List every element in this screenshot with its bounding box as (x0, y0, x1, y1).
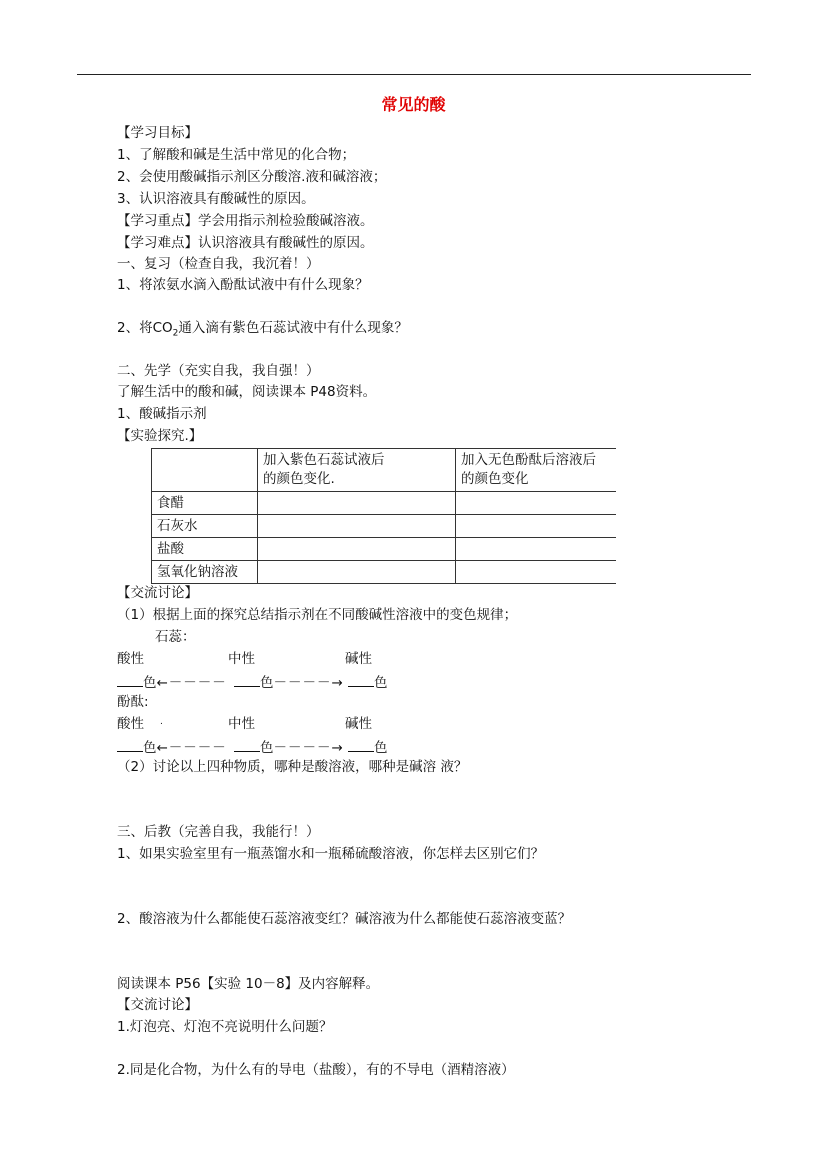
review-question-2 (117, 319, 408, 343)
header-litmus-line1: 加入紫色石蕊试液后 (263, 452, 385, 468)
post-discussion-heading: 【交流讨论】 (117, 997, 198, 1013)
post-discussion-2: 2.同是化合物，为什么有的导电（盐酸），有的不导电（酒精溶液） (117, 1062, 515, 1078)
row-label: 石灰水 (152, 515, 258, 538)
difficulty: 【学习难点】认识溶液具有酸碱性的原因。 (117, 235, 374, 251)
table-header-phenolphthalein (456, 449, 617, 492)
review-q2-part-a: 2、将CO (117, 320, 173, 336)
review-q2-part-b: 通入滴有紫色石蕊试液中有什么现象？ (178, 320, 408, 336)
litmus-color-scale-neutral (234, 672, 344, 692)
litmus-acid-label: 酸性 (117, 651, 144, 667)
table-cell (258, 538, 456, 561)
co2-subscript: 2 (172, 328, 179, 339)
color-label: 色 (143, 675, 157, 691)
row-label: 盐酸 (152, 538, 258, 561)
table-row (152, 515, 617, 538)
post-question-1: 1、如果实验室里有一瓶蒸馏水和一瓶稀硫酸溶液，你怎样去区别它们？ (117, 846, 545, 862)
table-header-empty (152, 449, 258, 492)
header-phenol-line1: 加入无色酚酞后溶液后 (461, 452, 596, 468)
page-title: 常见的酸 (381, 95, 446, 114)
answer-blank[interactable] (234, 737, 260, 752)
color-label: 色 (374, 740, 388, 756)
discussion-heading: 【交流讨论】 (117, 585, 198, 601)
phenol-base-label: 碱性 (345, 716, 372, 732)
table-header-row (152, 449, 617, 492)
objective-3: 3、认识溶液具有酸碱性的原因。 (117, 191, 315, 207)
experiment-heading: 【实验探究.】 (117, 428, 203, 444)
prelearn-heading: 二、先学（充实自我，我自强！） (117, 363, 320, 379)
table-cell (258, 561, 456, 584)
row-label: 食醋 (152, 492, 258, 515)
table-cell (456, 492, 617, 515)
answer-blank[interactable] (117, 672, 143, 687)
post-question-2: 2、酸溶液为什么都能使石蕊溶液变红？碱溶液为什么都能使石蕊溶液变蓝？ (117, 911, 572, 927)
answer-blank[interactable] (348, 737, 374, 752)
table-cell (456, 515, 617, 538)
review-question-1: 1、将浓氨水滴入酚酞试液中有什么现象？ (117, 277, 369, 293)
color-label: 色 (260, 675, 274, 691)
color-label: 色 (260, 740, 274, 756)
table-cell (456, 538, 617, 561)
objectives-heading: 【学习目标】 (117, 125, 198, 141)
prelearn-sub1: 1、酸碱指示剂 (117, 406, 207, 422)
left-arrow: ←－－－－ (156, 740, 227, 756)
table-row (152, 492, 617, 515)
header-litmus-line2: 的颜色变化. (263, 471, 335, 487)
answer-blank[interactable] (234, 672, 260, 687)
table-row (152, 538, 617, 561)
row-label: 氢氧化钠溶液 (152, 561, 258, 584)
post-discussion-1: 1.灯泡亮、灯泡不亮说明什么问题？ (117, 1019, 333, 1035)
post-heading: 三、后教（完善自我，我能行！） (117, 824, 320, 840)
phenolphthalein-label: 酚酞: (117, 694, 149, 710)
color-label: 色 (374, 675, 388, 691)
read-instruction: 阅读课本 P56【实验 10－8】及内容解释。 (117, 976, 380, 992)
phenol-neutral-label: 中性 (228, 716, 255, 732)
phenol-color-scale-neutral (234, 737, 344, 757)
answer-blank[interactable] (117, 737, 143, 752)
prelearn-intro: 了解生活中的酸和碱，阅读课本 P48资料。 (117, 384, 377, 400)
litmus-color-scale (117, 672, 227, 692)
table-cell (456, 561, 617, 584)
experiment-table (151, 448, 616, 584)
objective-1: 1、了解酸和碱是生活中常见的化合物； (117, 147, 356, 163)
phenol-acid-label: 酸性 (117, 716, 144, 732)
color-label: 色 (143, 740, 157, 756)
litmus-base-label: 碱性 (345, 651, 372, 667)
header-rule (77, 74, 751, 75)
phenol-color-scale-base (348, 737, 388, 757)
left-arrow: ←－－－－ (156, 675, 227, 691)
litmus-neutral-label: 中性 (228, 651, 255, 667)
discussion-question-1: （1）根据上面的探究总结指示剂在不同酸碱性溶液中的变色规律； (117, 607, 518, 623)
header-phenol-line2: 的颜色变化 (461, 471, 529, 487)
right-arrow: －－－－→ (273, 740, 344, 756)
phenol-color-scale (117, 737, 227, 757)
table-header-litmus (258, 449, 456, 492)
table-cell (258, 492, 456, 515)
review-heading: 一、复习（检查自我，我沉着！） (117, 256, 320, 272)
discussion-question-2: （2）讨论以上四种物质，哪种是酸溶液，哪种是碱溶 液？ (117, 759, 468, 775)
table-row (152, 561, 617, 584)
objective-2: 2、会使用酸碱指示剂区分酸溶.液和碱溶液； (117, 169, 387, 185)
litmus-color-scale-base (348, 672, 388, 692)
table-cell (258, 515, 456, 538)
answer-blank[interactable] (348, 672, 374, 687)
key-point: 【学习重点】学会用指示剂检验酸碱溶液。 (117, 213, 374, 229)
right-arrow: －－－－→ (273, 675, 344, 691)
stray-dot: . (160, 717, 163, 727)
litmus-label: 石蕊： (155, 629, 196, 645)
